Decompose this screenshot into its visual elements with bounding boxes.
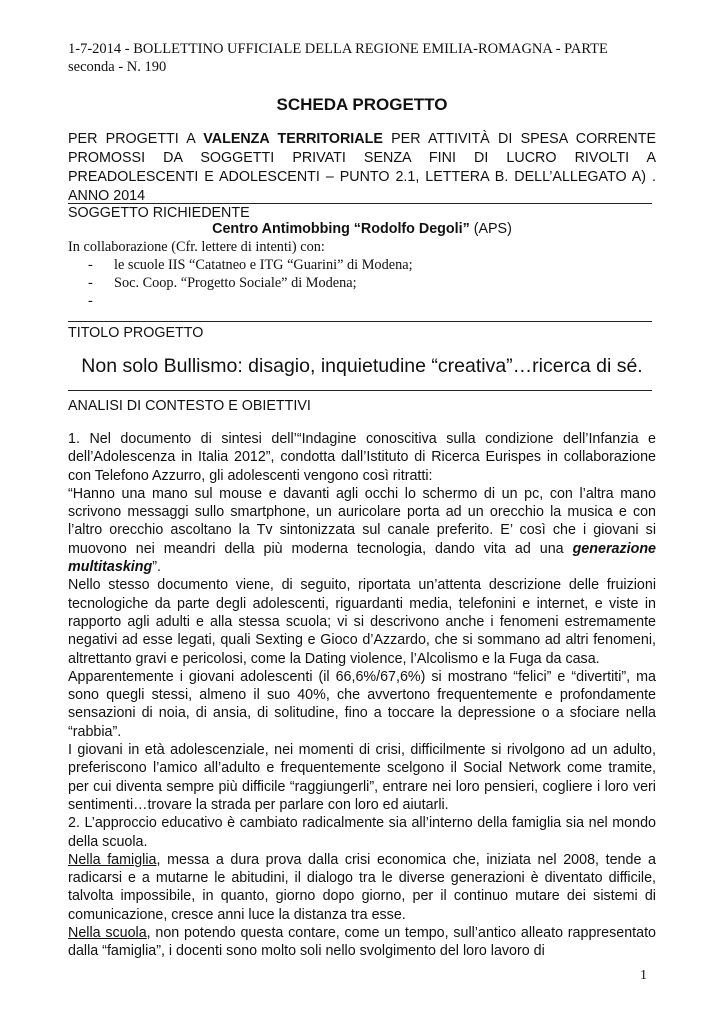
paragraph-8: Nella scuola, non potendo questa contare, come un tempo, sull’antico alleato rappresentato dalla “famiglia”, i docenti sono molto soli nello svolgimento del loro lavoro di [68,925,656,960]
intro-part-2: PER ATTIVITÀ DI SPESA CORRENTE PROMOSSI DA SOGGETTI PRIVATI SENZA FINI DI LUCRO RIVOLTI A PREADOLESCENTI E ADOLESCENTI – PUNTO 2.1, LETTERA B. DELL’ALLEGATO A) . ANNO 2014 [68,131,656,204]
paragraph-3: Nello stesso documento viene, di seguito, riportata un’attenta descrizione delle fruizioni tecnologiche da parte degli adolescenti, riguardanti media, telefonini e internet, e viste in rapporto agli adulti e alla stessa scuola; vi si descrivono anche i fenomeni estremamente negativi ad esse legati, quali Sexting e Gioco d’Azzardo, che si sommano ad altri fenomeni, altrettanto gravi e pericolosi, come la Dating violence, l’Alcolismo e la Fuga da casa. [68,577,656,667]
header-line-1: 1-7-2014 - BOLLETTINO UFFICIALE DELLA REGIONE EMILIA-ROMAGNA - PARTE [68,41,608,57]
paragraph-1: 1. Nel documento di sintesi dell’“Indagine conoscitiva sulla condizione dell’Infanzia e dell’Adolescenza in Italia 2012”, condotta dall’Istituto di Ricerca Eurispes in collaborazione con Telefono Azzurro, gli adolescenti vengono così ritratti: [68,431,656,484]
underline-famiglia: Nella famiglia [68,851,157,868]
paragraph-4: Apparentemente i giovani adolescenti (il 66,6%/67,6%) si mostrano “felici” e “divertiti”, ma sono quegli stessi, almeno il suo 40%, che avvertono frequentemente e profondamente sensazioni di noia, di ansia, di solitudine, fino a toccare la depressione o a sfociare nella “rabbia”. [68,668,656,740]
intro-paragraph [68,130,656,206]
underline-scuola: Nella scuola [68,925,147,942]
analisi-label: ANALISI DI CONTESTO E OBIETTIVI [68,398,311,414]
soggetto-label: SOGGETTO RICHIEDENTE [68,205,250,221]
page-number: 1 [640,968,647,983]
list-item: - le scuole IIS “Catatneo e ITG “Guarini” di Modena; [88,257,413,273]
bulletin-header [68,40,668,76]
paragraph-6: 2. L’approccio educativo è cambiato radicalmente sia all’interno della famiglia sia nel mondo della scuola. [68,815,656,850]
intro-part-1: PER PROGETTI A [68,131,204,147]
page-title: SCHEDA PROGETTO [276,95,448,114]
titolo-label: TITOLO PROGETTO [68,325,204,341]
project-title: Non solo Bullismo: disagio, inquietudine “creativa”…ricerca di sé. [81,355,643,377]
soggetto-name [68,220,656,238]
analisi-body [68,430,656,961]
intro-bold: VALENZA TERRITORIALE [203,131,383,147]
divider [68,390,652,391]
emphasis-multitasking: generazione multitasking [68,540,656,576]
paragraph-7: Nella famiglia, messa a dura prova dalla crisi economica che, iniziata nel 2008, tende a radicarsi e a mutarne le abitudini, il dialogo tra le diverse generazioni è diventato difficile, talvolta impossibile, in quanto, giorno dopo giorno, per il continuo mutare dei sistemi di comunicazione, cresce anni luce la distanza tra esse. [68,851,656,923]
divider [68,321,652,322]
soggetto-name-bold: Centro Antimobbing “Rodolfo Degoli” [212,221,470,237]
list-item: - Soc. Coop. “Progetto Sociale” di Modena; [88,275,357,291]
soggetto-name-suffix: (APS) [469,221,512,237]
paragraph-5: I giovani in età adolescenziale, nei momenti di crisi, difficilmente si rivolgono ad un adulto, preferiscono l’amico all’adulto e frequentemente scelgono il Social Network come tramite, per cui diventa sempre più difficile “raggiungerli”, entrare nei loro pensieri, cogliere i loro veri sentimenti…trovare la strada per parlare con loro ed aiutarli. [68,742,656,813]
collab-line: In collaborazione (Cfr. lettere di intenti) con: [68,239,325,255]
header-line-2: seconda - N. 190 [68,59,167,75]
paragraph-2: “Hanno una mano sul mouse e davanti agli occhi lo schermo di un pc, con l’altra mano scrivono messaggi sullo smartphone, un auricolare porta ad un orecchio la musica e con l’altro orecchio ascoltano la Tv sintonizzata sul canale preferito. E’ così che i giovani si muovono nei meandri della più moderna tecnologia, dando vita ad una generazione multitasking”. [68,485,656,576]
collab-list [68,256,656,310]
list-item: - [88,293,93,309]
